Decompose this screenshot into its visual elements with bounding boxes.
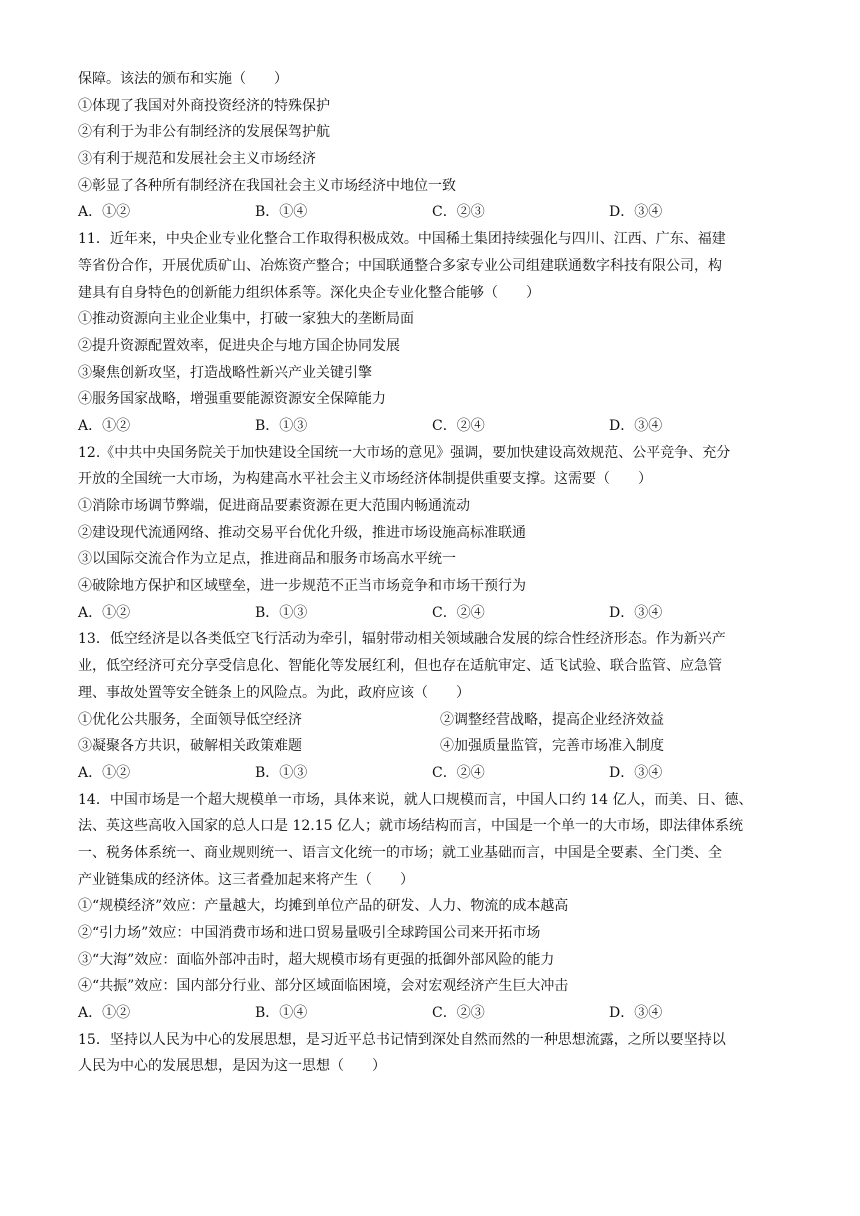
question-stem: 13．低空经济是以各类低空飞行活动为牵引，辐射带动相关领域融合发展的综合性经济形态。作为新兴产 [78, 631, 726, 648]
question-10 [78, 66, 786, 226]
choice-item: ③凝聚各方共识，破解相关政策难题 [78, 738, 302, 755]
question-stem: 开放的全国统一大市场，为构建高水平社会主义市场经济体制提供重要支撑。这需要（ ） [78, 471, 652, 488]
choice-item: ③有利于规范和发展社会主义市场经济 [78, 151, 316, 168]
question-stem: 理、事故处置等安全链条上的风险点。为此，政府应该（ ） [78, 684, 470, 701]
choice-item: ②有利于为非公有制经济的发展保驾护航 [78, 124, 330, 141]
option-b: B．①③ [255, 604, 308, 621]
option-d: D．③④ [609, 417, 663, 434]
question-14 [78, 787, 786, 1027]
question-stem: 15．坚持以人民为中心的发展思想，是习近平总书记情到深处自然而然的一种思想流露，之所以要坚持以 [78, 1031, 726, 1048]
answer-options [78, 760, 786, 787]
choice-item: ④“共振”效应：国内部分行业、部分区域面临困境，会对宏观经济产生巨大冲击 [78, 978, 569, 995]
option-c: C．②③ [432, 204, 485, 221]
question-13 [78, 626, 786, 786]
option-c: C．②④ [432, 604, 485, 621]
option-d: D．③④ [609, 604, 663, 621]
choice-item: ③“大海”效应：面临外部冲击时，超大规模市场有更强的抵御外部风险的能力 [78, 951, 555, 968]
choice-item: ④破除地方保护和区域壁垒，进一步规范不正当市场竞争和市场干预行为 [78, 578, 526, 595]
choice-item: ①消除市场调节弊端，促进商品要素资源在更大范围内畅通流动 [78, 498, 470, 514]
answer-options [78, 413, 786, 440]
option-c: C．②③ [432, 1005, 485, 1022]
choice-item: ②提升资源配置效率，促进央企与地方国企协同发展 [78, 337, 400, 354]
question-stem: 12.《中共中央国务院关于加快建设全国统一大市场的意见》强调，要加快建设高效规范、公平竞争、充分 [78, 444, 731, 461]
choice-item: ②“引力场”效应：中国消费市场和进口贸易量吸引全球跨国公司来开拓市场 [78, 925, 541, 941]
option-d: D．③④ [609, 1005, 663, 1022]
option-b: B．①④ [255, 204, 308, 221]
question-stem: 人民为中心的发展思想，是因为这一思想（ ） [78, 1058, 386, 1075]
question-stem: 法、英这些高收入国家的总人口是 12.15 亿人；就市场结构而言，中国是一个单一的大市场，即法律体系统 [78, 818, 743, 835]
answer-options [78, 1000, 786, 1027]
choice-item: ③以国际交流合作为立足点，推进商品和服务市场高水平统一 [78, 551, 456, 568]
option-b: B．①③ [255, 417, 308, 434]
option-d: D．③④ [609, 204, 663, 221]
choice-item: ①体现了我国对外商投资经济的特殊保护 [78, 97, 330, 114]
option-d: D．③④ [609, 764, 663, 781]
question-11 [78, 226, 786, 440]
question-15 [78, 1027, 786, 1080]
choice-item: ②建设现代流通网络、推动交易平台优化升级，推进市场设施高标准联通 [78, 524, 526, 541]
choice-item: ①推动资源向主业企业集中，打破一家独大的垄断局面 [78, 311, 414, 328]
question-stem: 等省份合作，开展优质矿山、冶炼资产整合；中国联通整合多家专业公司组建联通数字科技有限公司，构 [78, 257, 722, 274]
question-12 [78, 440, 786, 627]
option-c: C．②④ [432, 417, 485, 434]
choice-item: ④加强质量监管，完善市场准入制度 [440, 738, 664, 755]
option-a: A．①② [78, 417, 131, 434]
question-stem: 业，低空经济可充分享受信息化、智能化等发展红利，但也存在适航审定、适飞试验、联合监管、应急管 [78, 658, 722, 675]
choice-item: ④彰显了各种所有制经济在我国社会主义市场经济中地位一致 [78, 177, 456, 194]
question-stem: 产业链集成的经济体。这三者叠加起来将产生（ ） [78, 871, 414, 888]
question-stem: 14．中国市场是一个超大规模单一市场，具体来说，就人口规模而言，中国人口约 14 亿人，而美、日、德、 [78, 791, 753, 808]
choice-item: ④服务国家战略，增强重要能源资源安全保障能力 [78, 391, 386, 408]
option-a: A．①② [78, 604, 131, 621]
question-stem: 11．近年来，中央企业专业化整合工作取得积极成效。中国稀土集团持续强化与四川、江西、广东、福建 [78, 231, 726, 248]
option-a: A．①② [78, 204, 131, 221]
choice-pair [78, 733, 786, 760]
question-stem: 保障。该法的颁布和实施（ ） [78, 71, 288, 87]
question-stem: 一、税务体系统一、商业规则统一、语言文化统一的市场；就工业基础而言，中国是全要素、全门类、全 [78, 844, 722, 861]
answer-options [78, 199, 786, 226]
option-c: C．②④ [432, 764, 485, 781]
option-a: A．①② [78, 1005, 131, 1022]
option-b: B．①④ [255, 1005, 308, 1022]
choice-item: ②调整经营战略，提高企业经济效益 [440, 711, 664, 728]
question-stem: 建具有自身特色的创新能力组织体系等。深化央企专业化整合能够（ ） [78, 284, 540, 301]
choice-item: ①优化公共服务，全面领导低空经济 [78, 711, 302, 728]
choice-pair [78, 707, 786, 734]
choice-item: ①“规模经济”效应：产量越大，均摊到单位产品的研发、人力、物流的成本越高 [78, 898, 569, 915]
option-a: A．①② [78, 764, 131, 781]
option-b: B．①③ [255, 764, 308, 781]
choice-item: ③聚焦创新攻坚，打造战略性新兴产业关键引擎 [78, 364, 372, 381]
answer-options [78, 600, 786, 627]
